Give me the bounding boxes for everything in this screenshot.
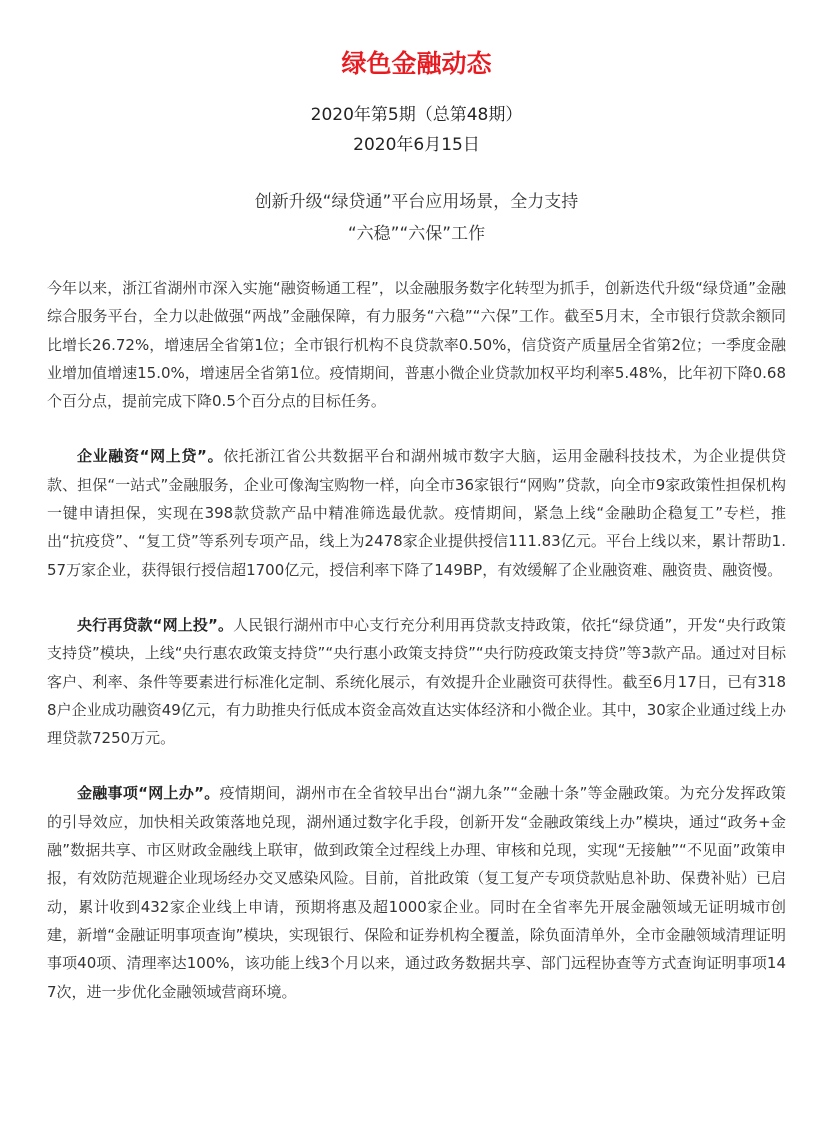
section-online-loans <box>47 442 786 583</box>
issue-date: 2020年6月15日 <box>353 135 480 155</box>
section-lead: 央行再贷款“网上投”。 <box>77 615 234 634</box>
section-body: 疫情期间，湖州市在全省较早出台“湖九条”“金融十条”等金融政策。为充分发挥政策的引导效应，加快相关政策落地兑现，湖州通过数字化手段，创新开发“金融政策线上办”模块，通过“政务+金融”数据共享、市区财政金融线上联审，做到政策全过程线上办理、审核和兑现，实现“无接触”“不见面”政策申报，有效防范规避企业现场经办交叉感染风险。目前，首批政策（复工复产专项贷款贴息补助、保费补贴）已启动，累计收到432家企业线上申请，预期将惠及超1000家企业。同时在全省率先开展金融领域无证明城市创建，新增“金融证明事项查询”模块，实现银行、保险和证券机构全覆盖，除负面清单外，全市金融领域清理证明事项40项、清理率达100%，该功能上线3个月以来，通过政务数据共享、部门远程协查等方式查询证明事项147次，进一步优化金融领域营商环境。 <box>47 784 787 1001</box>
intro-paragraph: 今年以来，浙江省湖州市深入实施“融资畅通工程”，以金融服务数字化转型为抓手，创新迭代升级“绿贷通”金融综合服务平台，全力以赴做强“两战”金融保障，有力服务“六稳”“六保”工作。截至5月末，全市银行贷款余额同比增长26.72%，增速居全省第1位；全市银行机构不良贷款率0.50%，信贷资产质量居全省第2位；一季度金融业增加值增速15.0%，增速居全省第1位。疫情期间，普惠小微企业贷款加权平均利率5.48%，比年初下降0.68个百分点，提前完成下降0.5个百分点的目标任务。 <box>47 279 786 411</box>
issue-number: 2020年第5期（总第48期） <box>310 105 523 125</box>
section-lead: 金融事项“网上办”。 <box>77 784 220 803</box>
section-central-bank-relending <box>47 611 786 752</box>
article-headline-line-2: “六稳”“六保”工作 <box>347 224 486 244</box>
article-headline-line-1: 创新升级“绿贷通”平台应用场景，全力支持 <box>254 192 579 212</box>
section-body: 依托浙江省公共数据平台和湖州城市数字大脑，运用金融科技技术，为企业提供贷款、担保“一站式”金融服务，企业可像淘宝购物一样，向全市36家银行“网购”贷款，向全市9家政策性担保机构一键申请担保，实现在398款贷款产品中精准筛选最优款。疫情期间，紧急上线“金融助企稳复工”专栏，推出“抗疫贷”、“复工贷”等系列专项产品，线上为2478家企业提供授信111.83亿元。平台上线以来，累计帮助1.57万家企业，获得银行授信超1700亿元，授信利率下降了149BP，有效缓解了企业融资难、融资贵、融资慢。 <box>47 447 787 579</box>
section-lead: 企业融资“网上贷”。 <box>77 447 224 466</box>
section-online-services <box>47 779 786 1005</box>
section-body: 人民银行湖州市中心支行充分利用再贷款支持政策，依托“绿贷通”，开发“央行政策支持贷”模块，上线“央行惠农政策支持贷”“央行惠小政策支持贷”“央行防疫政策支持贷”等3款产品。通过对目标客户、利率、条件等要素进行标准化定制、系统化展示，有效提升企业融资可获得性。截至6月17日，已有3188户企业成功融资49亿元，有力助推央行低成本资金高效直达实体经济和小微企业。其中，30家企业通过线上办理贷款7250万元。 <box>47 615 786 748</box>
document-title: 绿色金融动态 <box>341 49 492 78</box>
